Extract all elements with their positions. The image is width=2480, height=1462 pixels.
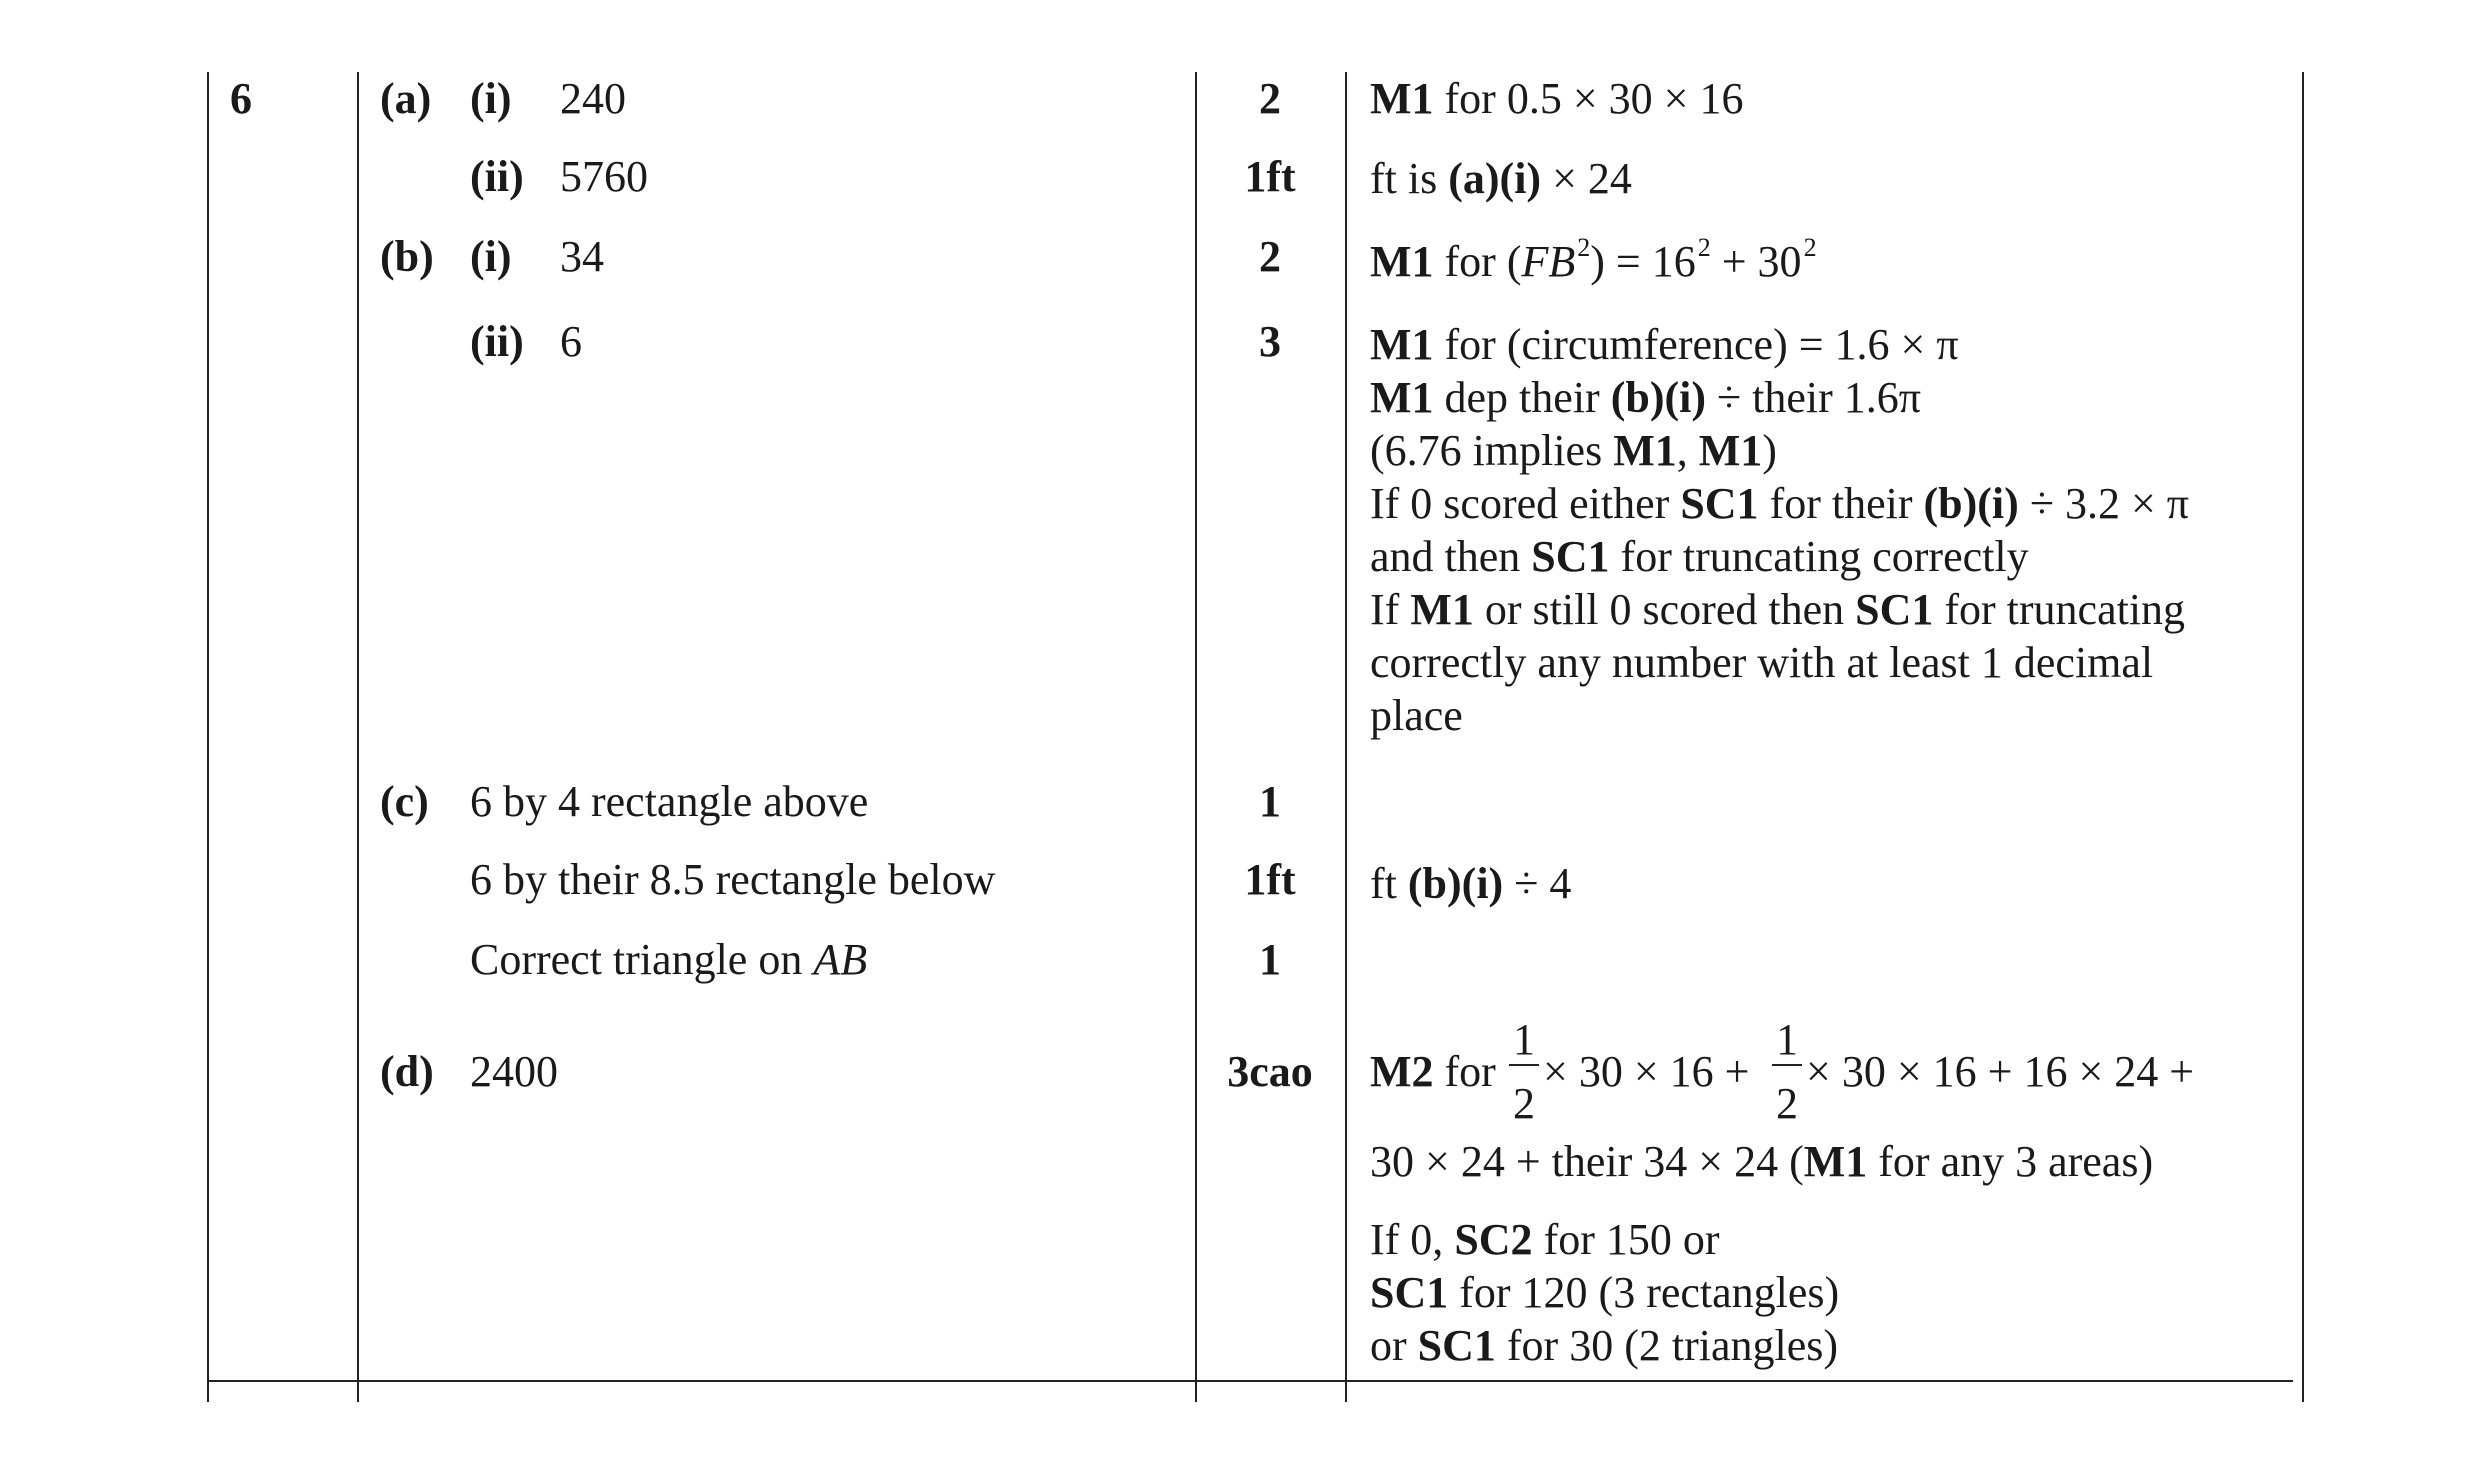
guidance-b-ii-line-5: and then SC1 for truncating correctly xyxy=(1370,532,2029,581)
answer-a-ii: 5760 xyxy=(560,152,648,201)
mark-d: 3cao xyxy=(1227,1047,1313,1096)
guidance-d-line-1-start: M2 for xyxy=(1370,1047,1496,1096)
guidance-d-line-2: 30 × 24 + their 34 × 24 (M1 for any 3 areas) xyxy=(1370,1137,2154,1186)
answer-c-line-2: 6 by their 8.5 rectangle below xyxy=(470,855,996,904)
table-bottom-rule xyxy=(207,1380,2293,1382)
guidance-c: ft (b)(i) ÷ 4 xyxy=(1370,859,1572,908)
question-number: 6 xyxy=(230,74,252,123)
mark-c-1: 1 xyxy=(1259,777,1281,826)
guidance-b-i: M1 for $(FB^2) = 16^2 + 30^2$ xyxy=(1370,233,1817,286)
guidance-a-i: M1 for 0.5 × 30 × 16 xyxy=(1370,74,1744,123)
mark-a-ii: 1ft xyxy=(1244,152,1296,201)
guidance-b-ii-line-6: If M1 or still 0 scored then SC1 for truncating xyxy=(1370,585,2186,634)
guidance-d-line-5: or SC1 for 30 (2 triangles) xyxy=(1370,1321,1839,1370)
subpart-label-b-i: (i) xyxy=(470,232,512,281)
mark-c-3: 1 xyxy=(1259,935,1281,984)
guidance-b-ii-line-4: If 0 scored either SC1 for their (b)(i) ÷ 3.2 × π xyxy=(1370,479,2189,528)
subpart-label-a-i: (i) xyxy=(470,74,512,123)
guidance-b-ii-line-2: M1 dep their (b)(i) ÷ their 1.6π xyxy=(1370,373,1922,422)
mark-c-2: 1ft xyxy=(1244,855,1296,904)
part-label-c: (c) xyxy=(380,777,429,826)
guidance-b-ii-line-3: (6.76 implies M1, M1) xyxy=(1370,426,1777,475)
fraction-2-denominator: 2 xyxy=(1776,1079,1798,1128)
mark-b-ii: 3 xyxy=(1259,317,1281,366)
column-divider-3 xyxy=(1345,72,1347,1402)
part-label-a: (a) xyxy=(380,74,432,123)
answer-b-i: 34 xyxy=(560,232,604,281)
fraction-2-bar xyxy=(1772,1064,1802,1066)
answer-c-line-3: Correct triangle on AB xyxy=(470,935,868,984)
guidance-b-ii-line-7: correctly any number with at least 1 decimal xyxy=(1370,638,2154,687)
mark-a-i: 2 xyxy=(1259,74,1281,123)
guidance-a-ii: ft is (a)(i) × 24 xyxy=(1370,154,1632,203)
guidance-b-ii-line-8: place xyxy=(1370,691,1463,740)
answer-c-line-1: 6 by 4 rectangle above xyxy=(470,777,869,826)
fraction-1-denominator: 2 xyxy=(1513,1079,1535,1128)
guidance-d-line-4: SC1 for 120 (3 rectangles) xyxy=(1370,1268,1840,1317)
guidance-d-line-1-end: × 30 × 16 + 16 × 24 + xyxy=(1806,1047,2195,1096)
part-label-d: (d) xyxy=(380,1047,434,1096)
part-label-b: (b) xyxy=(380,232,434,281)
mark-b-i: 2 xyxy=(1259,232,1281,281)
fraction-2-numerator: 1 xyxy=(1776,1015,1798,1064)
guidance-d-line-1-middle: × 30 × 16 + xyxy=(1543,1047,1750,1096)
guidance-b-ii-line-1: M1 for (circumference) = 1.6 × π xyxy=(1370,320,1959,369)
table-border-left xyxy=(207,72,209,1402)
column-divider-1 xyxy=(357,72,359,1402)
guidance-d-line-3: If 0, SC2 for 150 or xyxy=(1370,1215,1720,1264)
answer-d: 2400 xyxy=(470,1047,558,1096)
subpart-label-a-ii: (ii) xyxy=(470,152,524,201)
fraction-1-bar xyxy=(1509,1064,1539,1066)
table-border-right xyxy=(2302,72,2304,1402)
answer-b-ii: 6 xyxy=(560,317,582,366)
fraction-1-numerator: 1 xyxy=(1513,1015,1535,1064)
answer-a-i: 240 xyxy=(560,74,626,123)
subpart-label-b-ii: (ii) xyxy=(470,317,524,366)
